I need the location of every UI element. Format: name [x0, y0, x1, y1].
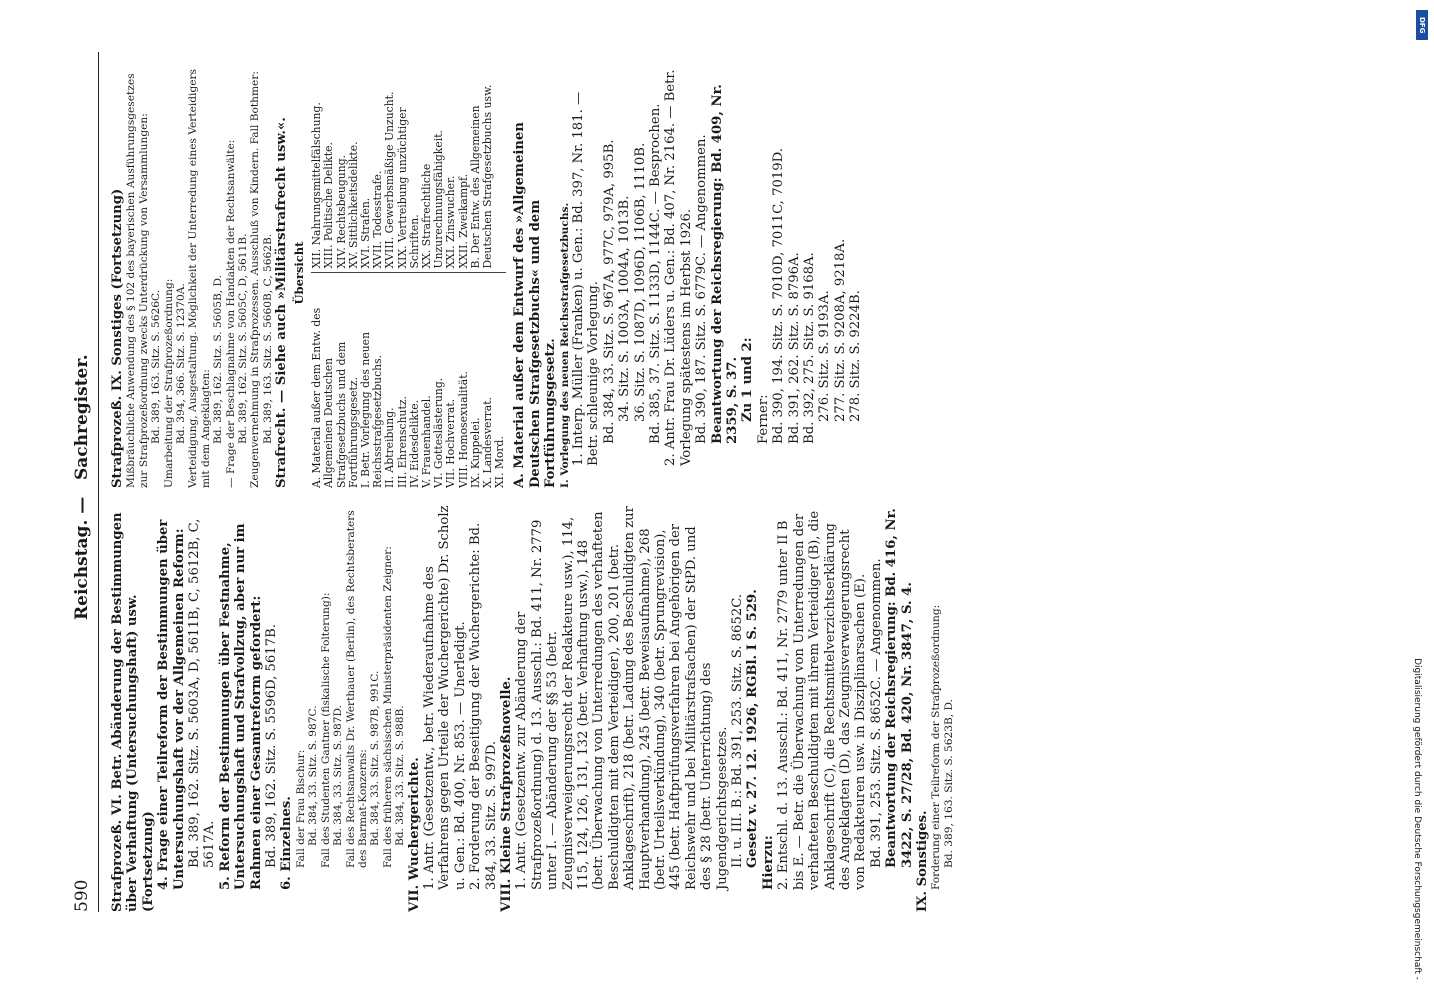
entry-line: Ferner: [755, 394, 771, 444]
entry-line: Bd. 385, 37. Sitz. S. 1133D, 1144C. — Besprochen. [648, 103, 663, 444]
overview-item: V. Frauenhandel. [419, 395, 433, 488]
entry-line: 2. Forderung der Beseitigung der Wuchergerichte: Bd. 384, 33. Sitz. S. 997D. [468, 522, 499, 890]
entry-line: Umarbeitung der Strafprozeßordnung: [162, 278, 175, 488]
overview-item: XIX. Vertreibung unzüchtiger Schriften. [395, 107, 421, 269]
entry-line: Bd. 389, 162. Sitz. S. 5603A, D, 5611B, C, 5612B, C, 5617A. [187, 518, 218, 868]
entry-line: Hierzu: [760, 835, 776, 890]
dfg-logo: DFG [1416, 10, 1428, 40]
dfg-sidebar [1410, 6, 1434, 994]
entry-line: Bd. 389, 163. Sitz. S. 5626C. [150, 289, 163, 444]
entry-line: Bd. 392, 275. Sitz. S. 9168A. [802, 252, 818, 444]
entry-line: Mißbräuchliche Anwendung des § 102 des bayerischen Ausführungsgesetzes zur Strafprozeßordnung zwecks Unterdrückung von Versammlungen: [125, 73, 150, 488]
entry-line: Bd. 391, 253. Sitz. S. 8652C. — Angenommen. [868, 558, 884, 868]
entry-line: 1. Antr. (Gesetzentw. zur Abänderung der Strafprozeßordnung) d. 13. Ausschl.: Bd. 411, Nr. 2779 unter I. — Abänderung der §§ 53 (betr. Zeugnisverweigerungsrecht der Redakteure usw.), 114, 115, 124, 126, 131, 132 (betr. Verhaftung usw.), 148 (betr. Überwachung von Unterredungen des verhafteten Beschuldigten mit dem Verteidiger), 200, 201 (betr. Anklageschrift), 218 (betr. Ladung des Beschuldigten zur Hauptverhandlung), 245 (betr. Beweisaufnahme), 268 (betr. Urteilsverkündung), 340 (betr. Sprungrevision), 445 (betr. Haftprüfungsverfahren bei Angehörigen der Reichswehr und bei Militärstrafsachen) der StPD. und des § 28 (betr. Unterrichtung) des Jugendgerichtsgesetzes. [514, 506, 730, 890]
page-number: 590 [72, 879, 92, 912]
overview-item: VIII. Homosexualität. [456, 371, 470, 488]
overview-item: X. Landesverrat. [480, 397, 494, 488]
entry-line: Bd. 389, 162. Sitz. S. 5605C, D, 5611B. [237, 233, 250, 444]
right-column-bottom [512, 58, 863, 488]
entry-line: 6. Einzelnes. [279, 796, 295, 890]
entry-line: Bd. 391, 262. Sitz. S. 8796A. [786, 252, 802, 444]
overview-item: XVIII. Gewerbsmäßige Unzucht. [383, 91, 397, 269]
entry-line: Bd. 390, 194. Sitz. S. 7010D, 7011C, 7019D. [771, 148, 787, 444]
overview-item: XXI. Zinswucher. [444, 175, 458, 269]
dfg-credit-text: Digitalisierung gefördert durch die Deutsche Forschungsgemeinschaft - [1412, 658, 1422, 980]
overview-item: XXII. Zweikampf. [456, 173, 470, 269]
overview-item: III. Ehrenschutz. [395, 396, 409, 488]
entry-line: 277. Sitz. S. 9208A, 9218A. [832, 238, 848, 422]
overview-item: XX. Strafrechtliche Unzurechnungsfähigkeit. [419, 130, 446, 269]
entry-line: 1. Antr. (Gesetzentw., betr. Wiederaufnahme des Verfahrens gegen Urteile der Wuchergerichte) Dr. Scholz u. Gen.: Bd. 400, Nr. 853. — Unerledigt. [421, 505, 468, 890]
overview-right [311, 58, 506, 269]
overview-item: XIII. Politische Delikte. [322, 142, 336, 269]
entry-line: Verteidigung, Ausgestaltung. Möglichkeit der Unterredung eines Verteidigers mit dem Angeklagten: [187, 69, 212, 488]
entry-line: A. Material außer dem Entwurf des »Allgemeinen Deutschen Strafgesetzbuchs« und dem Fortführungsgesetz. [512, 122, 559, 488]
header-rule [98, 52, 99, 912]
overview-item: XVII. Todesstrafe. [371, 170, 385, 269]
entry-line: 34. Sitz. S. 1003A, 1004A, 1013B. [617, 195, 633, 422]
right-column [110, 58, 864, 488]
entry-line: I. Vorlegung des neuen Reichsstrafgesetzbuchs. [558, 202, 571, 488]
entry-line: VIII. Kleine Strafprozeßnovelle. [498, 676, 514, 912]
entry-line: 2. Antr. Frau Dr. Lüders u. Gen.: Bd. 407, Nr. 2164. — Betr. Vorlegung spätestens im Herbst 1926. [663, 69, 694, 466]
overview-item: VI. Gotteslästerung. [432, 377, 446, 488]
entry-line: Zeugenvernehmung in Strafprozessen. Ausschluß von Kindern. Fall Bothmer: [249, 71, 262, 488]
entry-line: Bd. 389, 163. Sitz. S. 5623B, D. [942, 698, 955, 868]
entry-line: Bd. 389, 162. Sitz. S. 5605B, D. [212, 274, 225, 444]
entry-line: Bd. 384, 33. Sitz. S. 988B. [394, 705, 407, 846]
entry-line: Forderung einer Teilreform der Strafprozeßordnung: [930, 604, 943, 890]
entry-line: Bd. 394, 366. Sitz. S. 12370A. [175, 283, 188, 444]
overview-divider [311, 273, 506, 274]
overview-item: II. Abtreibung. [383, 407, 397, 488]
entry-line: Fall des Studenten Gantner (fiskalische Folterung): [319, 592, 332, 868]
entry-line: Fall des früheren sächsischen Ministerpräsidenten Zeigner: [381, 546, 394, 868]
entry-line: Fall des Rechtsanwalts Dr. Werthauer (Berlin), des Rechtsberaters des Barmat-Konzerns: [344, 510, 369, 868]
entry-line: Beantwortung der Reichsregierung: Bd. 416, Nr. 3422, S. 27/28, Bd. 420, Nr. 3847, S. 4. [884, 508, 915, 868]
entry-line: Bd. 389, 162. Sitz. S. 5596D, 5617B. [264, 624, 280, 868]
overview-item: IX. Kuppelei. [468, 417, 482, 488]
entry-line: Beantwortung der Reichsregierung: Bd. 409, Nr. 2359, S. 37. [709, 84, 741, 444]
overview-item: I. Betr. Vorlegung des neuen Reichsstrafgesetzbuchs. [358, 331, 385, 488]
overview-left [311, 278, 506, 489]
overview-item: B. Der Entw. des Allgemeinen Deutschen Strafgesetzbuchs usw. [468, 84, 494, 269]
overview-item: IV. Eidesdelikte. [407, 399, 421, 488]
entry-line: 5. Reform der Bestimmungen über Festnahme, Untersuchungshaft und Strafvollzug, aber nur im Rahmen einer Gesamtreform gefordert: [217, 523, 264, 890]
entry-line: II. u. III. B.: Bd. 391, 253. Sitz. S. 8652C. [730, 593, 746, 868]
entry-line: Bd. 390, 187. Sitz. S. 6779C. — Angenommen. [694, 134, 710, 444]
entry-line: Bd. 384, 33. Sitz. S. 987B, 991C. [369, 670, 382, 846]
left-column [110, 504, 955, 912]
entry-line: — Frage der Beschlagnahme von Handakten der Rechtsanwälte: [224, 139, 237, 488]
overview-table [311, 58, 506, 488]
entry-line: Fall der Frau Bischur: [294, 749, 307, 868]
overview-item: VII. Hochverrat. [444, 398, 458, 488]
right-column-top [110, 58, 290, 488]
overview-title: Übersicht [291, 241, 306, 305]
entry-line: Bd. 384, 33. Sitz. S. 987C. [307, 705, 320, 846]
header-title-right: Sachregister. [72, 354, 92, 480]
entry-line: Strafprozeß. VI. Betr. Abänderung der Bestimmungen über Verhaftung (Untersuchungshaft) usw. (Fortsetzung) [110, 512, 156, 912]
entry-line: VII. Wuchergerichte. [406, 757, 422, 912]
entry-line: Strafrecht. — Siehe auch »Militärstrafrecht usw.«. [274, 117, 290, 488]
entry-line: Bd. 384, 33. Sitz. S. 987D. [332, 704, 345, 846]
overview-item: XIV. Rechtsbeugung. [334, 154, 348, 269]
entry-line: Bd. 384, 33. Sitz. S. 967A, 977C, 979A, 995B. [601, 139, 617, 444]
entry-line: Strafprozeß. IX. Sonstiges (Fortsetzung) [110, 188, 125, 488]
overview-item: XV. Sittlichkeitsdelikte. [346, 141, 360, 269]
entry-line: 1. Interp. Müller (Franken) u. Gen.: Bd. 397, Nr. 181. — Betr. schleunige Vorlegung. [570, 91, 602, 466]
entry-line: 278. Sitz. S. 9224B. [848, 290, 864, 422]
entry-line: IX. Sonstiges. [914, 810, 930, 912]
header-title-left: Reichstag. — [72, 496, 92, 620]
overview-item: XVI. Strafen. [358, 197, 372, 269]
entry-line: Bd. 389, 163. Sitz. S. 5660B, C, 5662B. [261, 233, 274, 444]
overview-item: XI. Mord. [493, 436, 507, 488]
entry-line: Zu 1 und 2: [740, 337, 756, 422]
entry-line: 276. Sitz. S. 9193A. [817, 290, 833, 422]
overview-item: XII. Nahrungsmittelfälschung. [310, 102, 324, 269]
entry-line: 2. Entschl. d. 13. Ausschl.: Bd. 411, Nr. 2779 unter II B bis E. — Betr. die Überwachung von Unterredungen der verhafteten Beschuldigten mit ihrem Verteidiger (B), die Anklageschrift (C), die Rechtsmittelverzichtserklärung des Angeklagten (D), das Zeugnisverweigerungsrecht von Redakteuren usw. in Disziplinarsachen (E). [776, 510, 869, 890]
entry-line: 4. Frage einer Teilreform der Bestimmungen über Untersuchungshaft vor der Allgemeinen Reform: [156, 519, 187, 890]
entry-line: 36. Sitz. S. 1087D, 1096D, 1106B, 1110B. [632, 142, 648, 422]
overview-item: A. Material außer dem Entw. des Allgemeinen Deutschen Strafgesetzbuchs und dem Fortführungsgesetz. [310, 307, 360, 488]
entry-line: Gesetz v. 27. 12. 1926, RGBl. I S. 529. [745, 589, 761, 868]
